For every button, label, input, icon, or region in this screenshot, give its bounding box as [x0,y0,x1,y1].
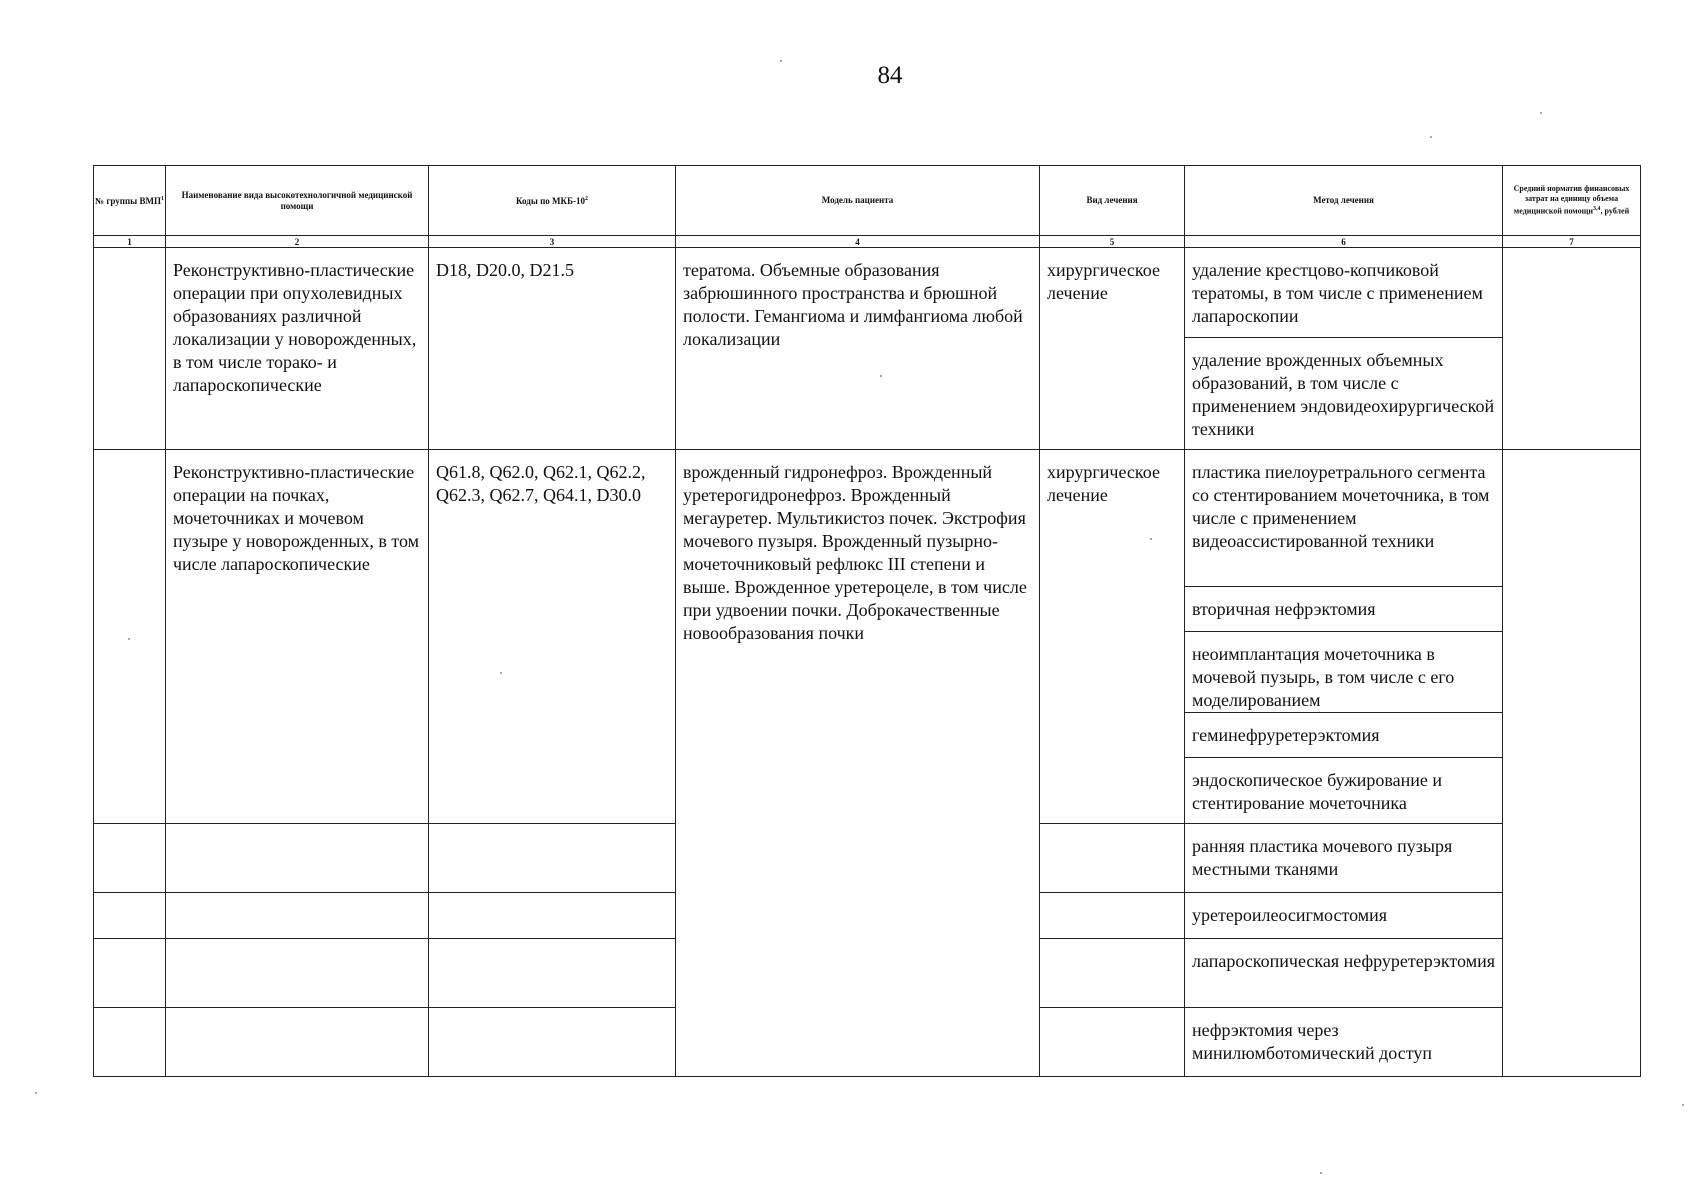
column-number: 6 [1185,236,1503,248]
group-number-cell [94,893,166,939]
header-treatment-method: Метод лечения [1185,166,1503,236]
treatment-method-cell: ранняя пластика мочевого пузыря местными тканями [1185,824,1503,893]
column-number: 7 [1503,236,1641,248]
care-type-cell [166,824,429,893]
header-row [94,166,1641,236]
treatment-type-cell: хирургическое лечение [1040,248,1185,450]
table-row [94,450,1641,587]
icd-codes-cell: D18, D20.0, D21.5 [429,248,676,450]
treatment-method-cell: эндоскопическое бужирование и стентирование мочеточника [1185,758,1503,824]
scan-speck [1540,112,1542,114]
care-type-cell [166,893,429,939]
header-treatment-type: Вид лечения [1040,166,1185,236]
group-number-cell [94,824,166,893]
treatment-method-cell: удаление врожденных объемных образований, в том числе с применением эндовидеохирургической техники [1185,338,1503,450]
icd-codes-cell [429,1008,676,1077]
patient-model-cell: тератома. Объемные образования забрюшинного пространства и брюшной полости. Гемангиома и лимфангиома любой локализации [676,248,1040,450]
treatment-method-cell: неоимплантация мочеточника в мочевой пузырь, в том числе с его моделированием [1185,632,1503,713]
icd-codes-cell: Q61.8, Q62.0, Q62.1, Q62.2, Q62.3, Q62.7, Q64.1, D30.0 [429,450,676,824]
icd-codes-cell [429,824,676,893]
treatment-method-cell: нефрэктомия через минилюмботомический доступ [1185,1008,1503,1077]
column-number: 1 [94,236,166,248]
header-cost-standard: Средний норматив финансовых затрат на единицу объема медицинской помощи$^{3,4}$, рублей [1503,166,1641,236]
table-row [94,248,1641,338]
treatment-type-cell [1040,1008,1185,1077]
scan-speck [1430,136,1432,138]
treatment-type-cell [1040,824,1185,893]
header-patient-model: Модель пациента [676,166,1040,236]
icd-codes-cell [429,939,676,1008]
treatment-type-cell [1040,893,1185,939]
header-care-type: Наименование вида высокотехнологичной медицинской помощи [166,166,429,236]
care-type-cell: Реконструктивно-пластические операции на почках, мочеточниках и мочевом пузыре у новорожденных, в том числе лапароскопические [166,450,429,824]
cost-cell [1503,450,1641,1077]
care-type-cell [166,1008,429,1077]
column-number: 4 [676,236,1040,248]
column-number-row [94,236,1641,248]
group-number-cell [94,248,166,450]
group-number-cell [94,1008,166,1077]
column-number: 2 [166,236,429,248]
treatment-method-cell: удаление крестцово-копчиковой тератомы, в том числе с применением лапароскопии [1185,248,1503,338]
scan-speck [35,1092,37,1094]
care-type-cell: Реконструктивно-пластические операции при опухолевидных образованиях различной локализации у новорожденных, в том числе торако- и лапароскопические [166,248,429,450]
scan-speck [1682,1104,1684,1106]
header-group-number: № группы ВМП$^1$ [94,166,166,236]
column-number: 3 [429,236,676,248]
treatment-method-cell: вторичная нефрэктомия [1185,587,1503,632]
care-type-cell [166,939,429,1008]
treatment-type-cell [1040,939,1185,1008]
scan-speck [1150,538,1152,540]
scan-speck [500,672,502,674]
header-icd-codes: Коды по МКБ-$10^2$ [429,166,676,236]
page-number: 84 [877,62,903,89]
treatment-table [93,165,1641,1077]
scan-speck [880,375,882,377]
treatment-method-cell: пластика пиелоуретрального сегмента со стентированием мочеточника, в том числе с применением видеоассистированной техники [1185,450,1503,587]
icd-codes-cell [429,893,676,939]
cost-cell [1503,248,1641,450]
treatment-method-cell: уретероилеосигмостомия [1185,893,1503,939]
patient-model-cell: врожденный гидронефроз. Врожденный уретерогидронефроз. Врожденный мегауретер. Мультикистоз почек. Экстрофия мочевого пузыря. Врожденный пузырно-мочеточниковый рефлюкс III степени и выше. Врожденное уретероцеле, в том числе при удвоении почки. Доброкачественные новообразования почки [676,450,1040,1077]
treatment-method-cell: геминефруретерэктомия [1185,713,1503,758]
treatment-method-cell: лапароскопическая нефруретерэктомия [1185,939,1503,1008]
scan-speck [780,60,782,62]
group-number-cell [94,450,166,824]
treatment-type-cell: хирургическое лечение [1040,450,1185,824]
scan-speck [1320,1172,1322,1174]
group-number-cell [94,939,166,1008]
scan-speck [128,638,130,640]
column-number: 5 [1040,236,1185,248]
